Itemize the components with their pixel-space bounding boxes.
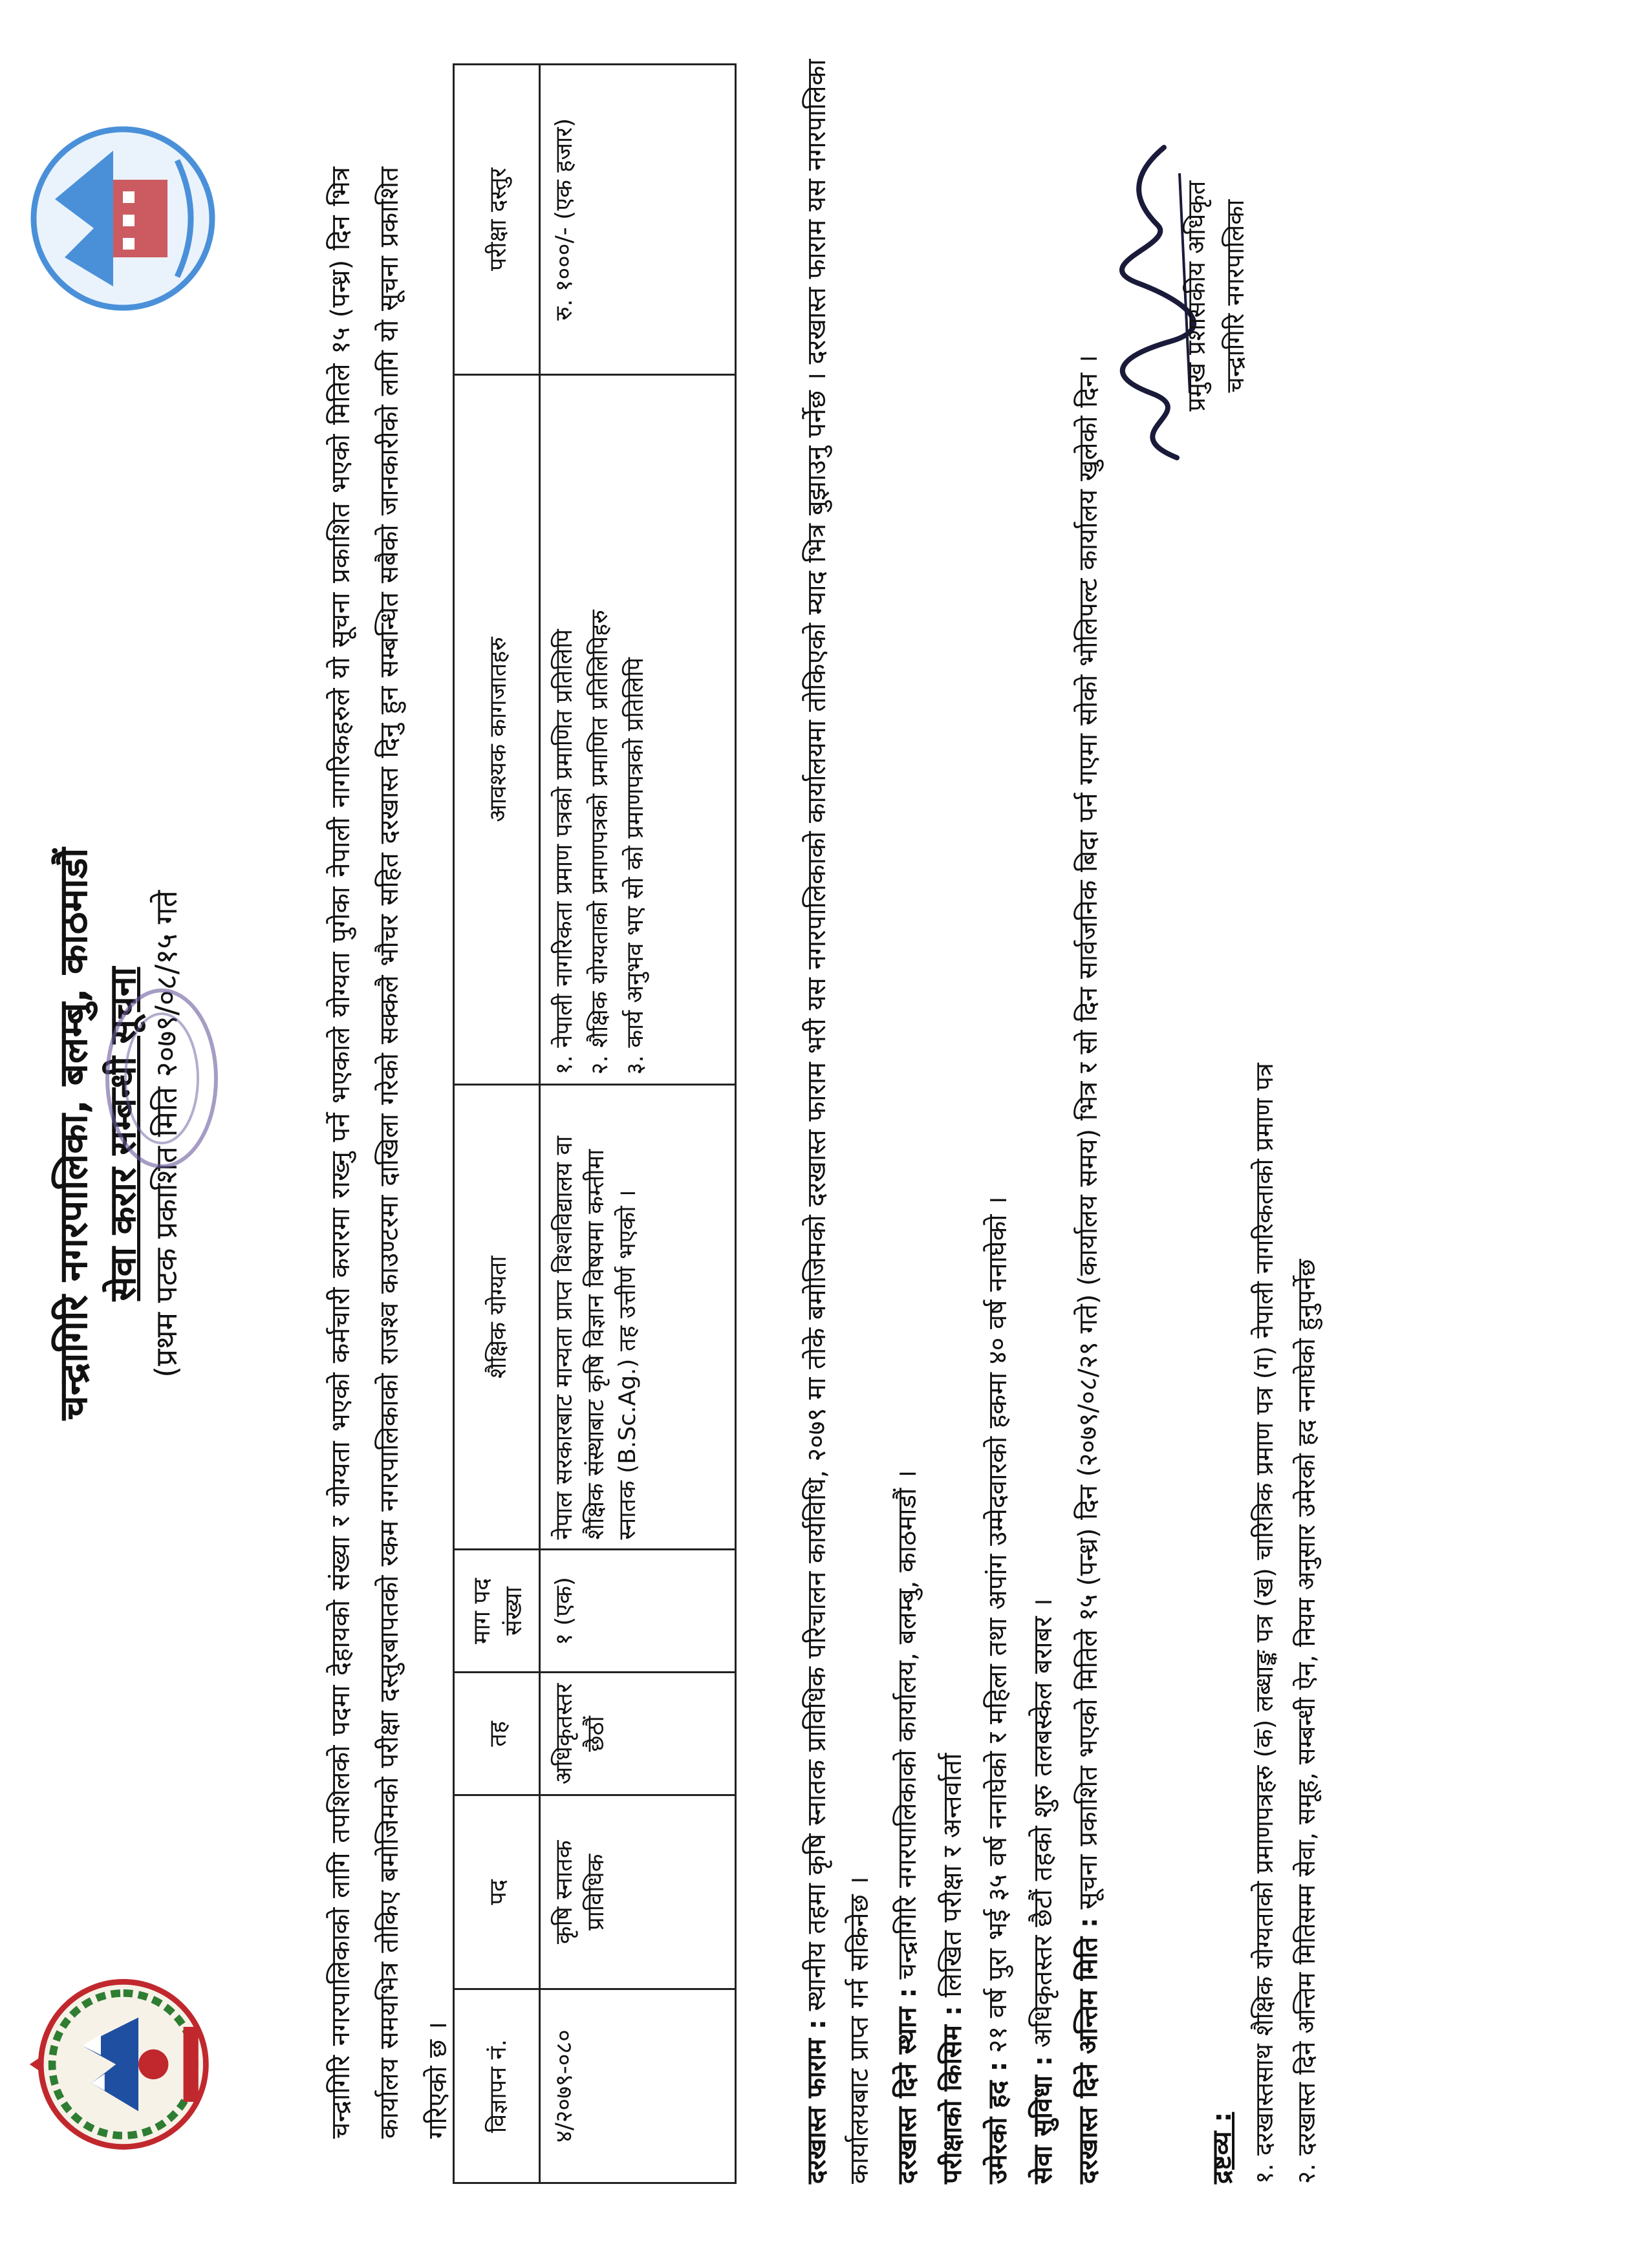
exam-info bbox=[931, 50, 974, 2184]
cell-qualification: नेपाल सरकारबाट मान्यता प्राप्त विश्वविद्यालय वा शैक्षिक संस्थाबाट कृषि विज्ञान विषयमा कम्तीमा स्नातक (B.Sc.Ag.) तह उत्तीर्ण भएको । bbox=[540, 1085, 736, 1550]
cell-fee: रु. १०००/- (एक हजार) bbox=[540, 65, 736, 375]
col-documents: आवश्यक कागजातहरु bbox=[454, 374, 540, 1085]
col-fee: परीक्षा दस्तुर bbox=[454, 65, 540, 375]
document-item: ३. कार्य अनुभव भए सो को प्रमाणपत्रको प्रतिलिपि bbox=[622, 657, 649, 1075]
cell-count: १ (एक) bbox=[540, 1550, 736, 1673]
benefit-text: अधिकृतस्तर छैटौं तहको शुरु तलबस्केल बराबर । bbox=[1028, 1598, 1058, 2048]
benefit-label: सेवा सुविधा : bbox=[1028, 2055, 1058, 2184]
cell-documents bbox=[540, 374, 736, 1085]
exam-text: लिखित परीक्षा र अन्तर्वार्ता bbox=[938, 1753, 967, 1998]
office-seal-stamp-icon bbox=[97, 981, 226, 1175]
document-item: १. नेपाली नागरिकता प्रमाण पत्रको प्रमाणित प्रतिलिपि bbox=[551, 629, 577, 1075]
office-heading: चन्द्रागिरि नगरपालिका, बलम्बु, काठमाडौं bbox=[51, 848, 96, 1420]
age-text: २१ वर्ष पुरा भई ३५ वर्ष ननाघेको र महिला तथा अपांग उम्मेदवारको हकमा ४० वर्ष ननाघेको । bbox=[983, 1196, 1013, 2053]
deadline-text: सूचना प्रकाशित भएको मितिले १५ (पन्ध्र) दिन (२०७९/०८/२९ गते) (कार्यालय समय) भित्र र सो दिन सार्वजनिक बिदा पर्न गएमा सोको भोलिपल्ट कार्यालय खुलेको दिन । bbox=[1073, 354, 1103, 1910]
exam-label: परीक्षाको किसिम : bbox=[938, 2006, 967, 2184]
age-label: उमेरको हद : bbox=[983, 2061, 1013, 2184]
table-row bbox=[540, 65, 736, 2183]
col-qualification: शैक्षिक योग्यता bbox=[454, 1085, 540, 1550]
cell-ad-number: ४/२०७९-०८० bbox=[540, 1989, 736, 2183]
col-post: पद bbox=[454, 1795, 540, 1989]
note-item: १. दरखास्तसाथ शैक्षिक योग्यताको प्रमाणपत्रहरु (क) लब्धाङ्क पत्र (ख) चारित्रिक प्रमाण पत्र (ग) नेपाली नागरिकताको प्रमाण पत्र bbox=[1250, 1063, 1278, 2184]
cell-post: कृषि स्नातक प्राविधिक bbox=[540, 1795, 736, 1989]
place-text: चन्द्रागिरि नगरपालिकाको कार्यालय, बलम्बु, काठमाडौं । bbox=[892, 1470, 922, 1980]
cell-level: अधिकृतस्तर छैठौं bbox=[540, 1673, 736, 1795]
benefit-info bbox=[1022, 50, 1064, 2184]
signatory-office: चन्द्रागिरि नगरपालिका bbox=[1221, 199, 1249, 393]
col-count: माग पद संख्या bbox=[454, 1550, 540, 1673]
form-text: स्थानीय तहमा कृषि स्नातक प्राविधिक परिचालन कार्यविधि, २०७९ मा तोके बमोजिमको दरखास्त फाराम भरी यस नगरपालिकाको कार्यालयमा तोकिएको म्याद भित्र बुझाउनु पर्नेछ । दरखास्त फाराम यस नगरपालिका कार्यालयबाट प्राप्त गर्न सकिनेछ । bbox=[802, 59, 874, 2184]
vacancy-table bbox=[453, 63, 737, 2184]
note-item: २. दरखास्त दिने अन्तिम मितिसम्म सेवा, समूह, सम्बन्धी ऐन, नियम अनुसार उमेरको हद ननाघेको हुनुपर्नेछ bbox=[1292, 1259, 1320, 2184]
table-header-row bbox=[454, 65, 540, 2183]
col-level: तह bbox=[454, 1673, 540, 1795]
notice-title: सेवा करार सम्बन्धी सूचना bbox=[102, 967, 144, 1301]
intro-paragraph: चन्द्रागिरि नगरपालिकाको लागि तपशिलको पदमा देहायको संख्या र योग्यता भएको कर्मचारी करारमा राख्नु पर्ने भएकाले योग्यता पुगेका नेपाली नागरिकहरुले यो सूचना प्रकाशित भएको मितिले १५ (पन्ध्र) दिन भित्र कार्यालय समयभित्र तोकिए बमोजिमको परीक्षा दस्तुरबापतको रकम नगरपालिकाको राजश्व काउण्टरमा दाखिला गरेको सक्कलै भौचर सहित दरखास्त दिनु हुन सम्बन्धित सबैको जानकारीको लागि यो सूचना प्रकाशित गरिएको छ । bbox=[326, 167, 453, 2139]
place-label: दरखास्त दिने स्थान : bbox=[892, 1987, 922, 2184]
age-info bbox=[976, 50, 1019, 2184]
signatory-title: प्रमुख प्रशासकीय अधिकृत bbox=[1182, 180, 1211, 412]
signature-block bbox=[1177, 70, 1255, 522]
notes-heading: द्रष्टव्य : bbox=[1207, 2112, 1237, 2184]
col-ad-number: विज्ञापन नं. bbox=[454, 1989, 540, 2183]
publish-date-line: (प्रथम पटक प्रकाशित मिति २०७९/०८/१५ गते bbox=[149, 890, 184, 1378]
form-label: दरखास्त फाराम : bbox=[802, 2019, 832, 2184]
place-info bbox=[886, 50, 929, 2184]
document-item: २. शैक्षिक योग्यताको प्रमाणपत्रको प्रमाणित प्रतिलिपिहरु bbox=[587, 610, 613, 1075]
form-info bbox=[795, 50, 881, 2184]
deadline-label: दरखास्त दिने अन्तिम मिति : bbox=[1073, 1918, 1103, 2184]
